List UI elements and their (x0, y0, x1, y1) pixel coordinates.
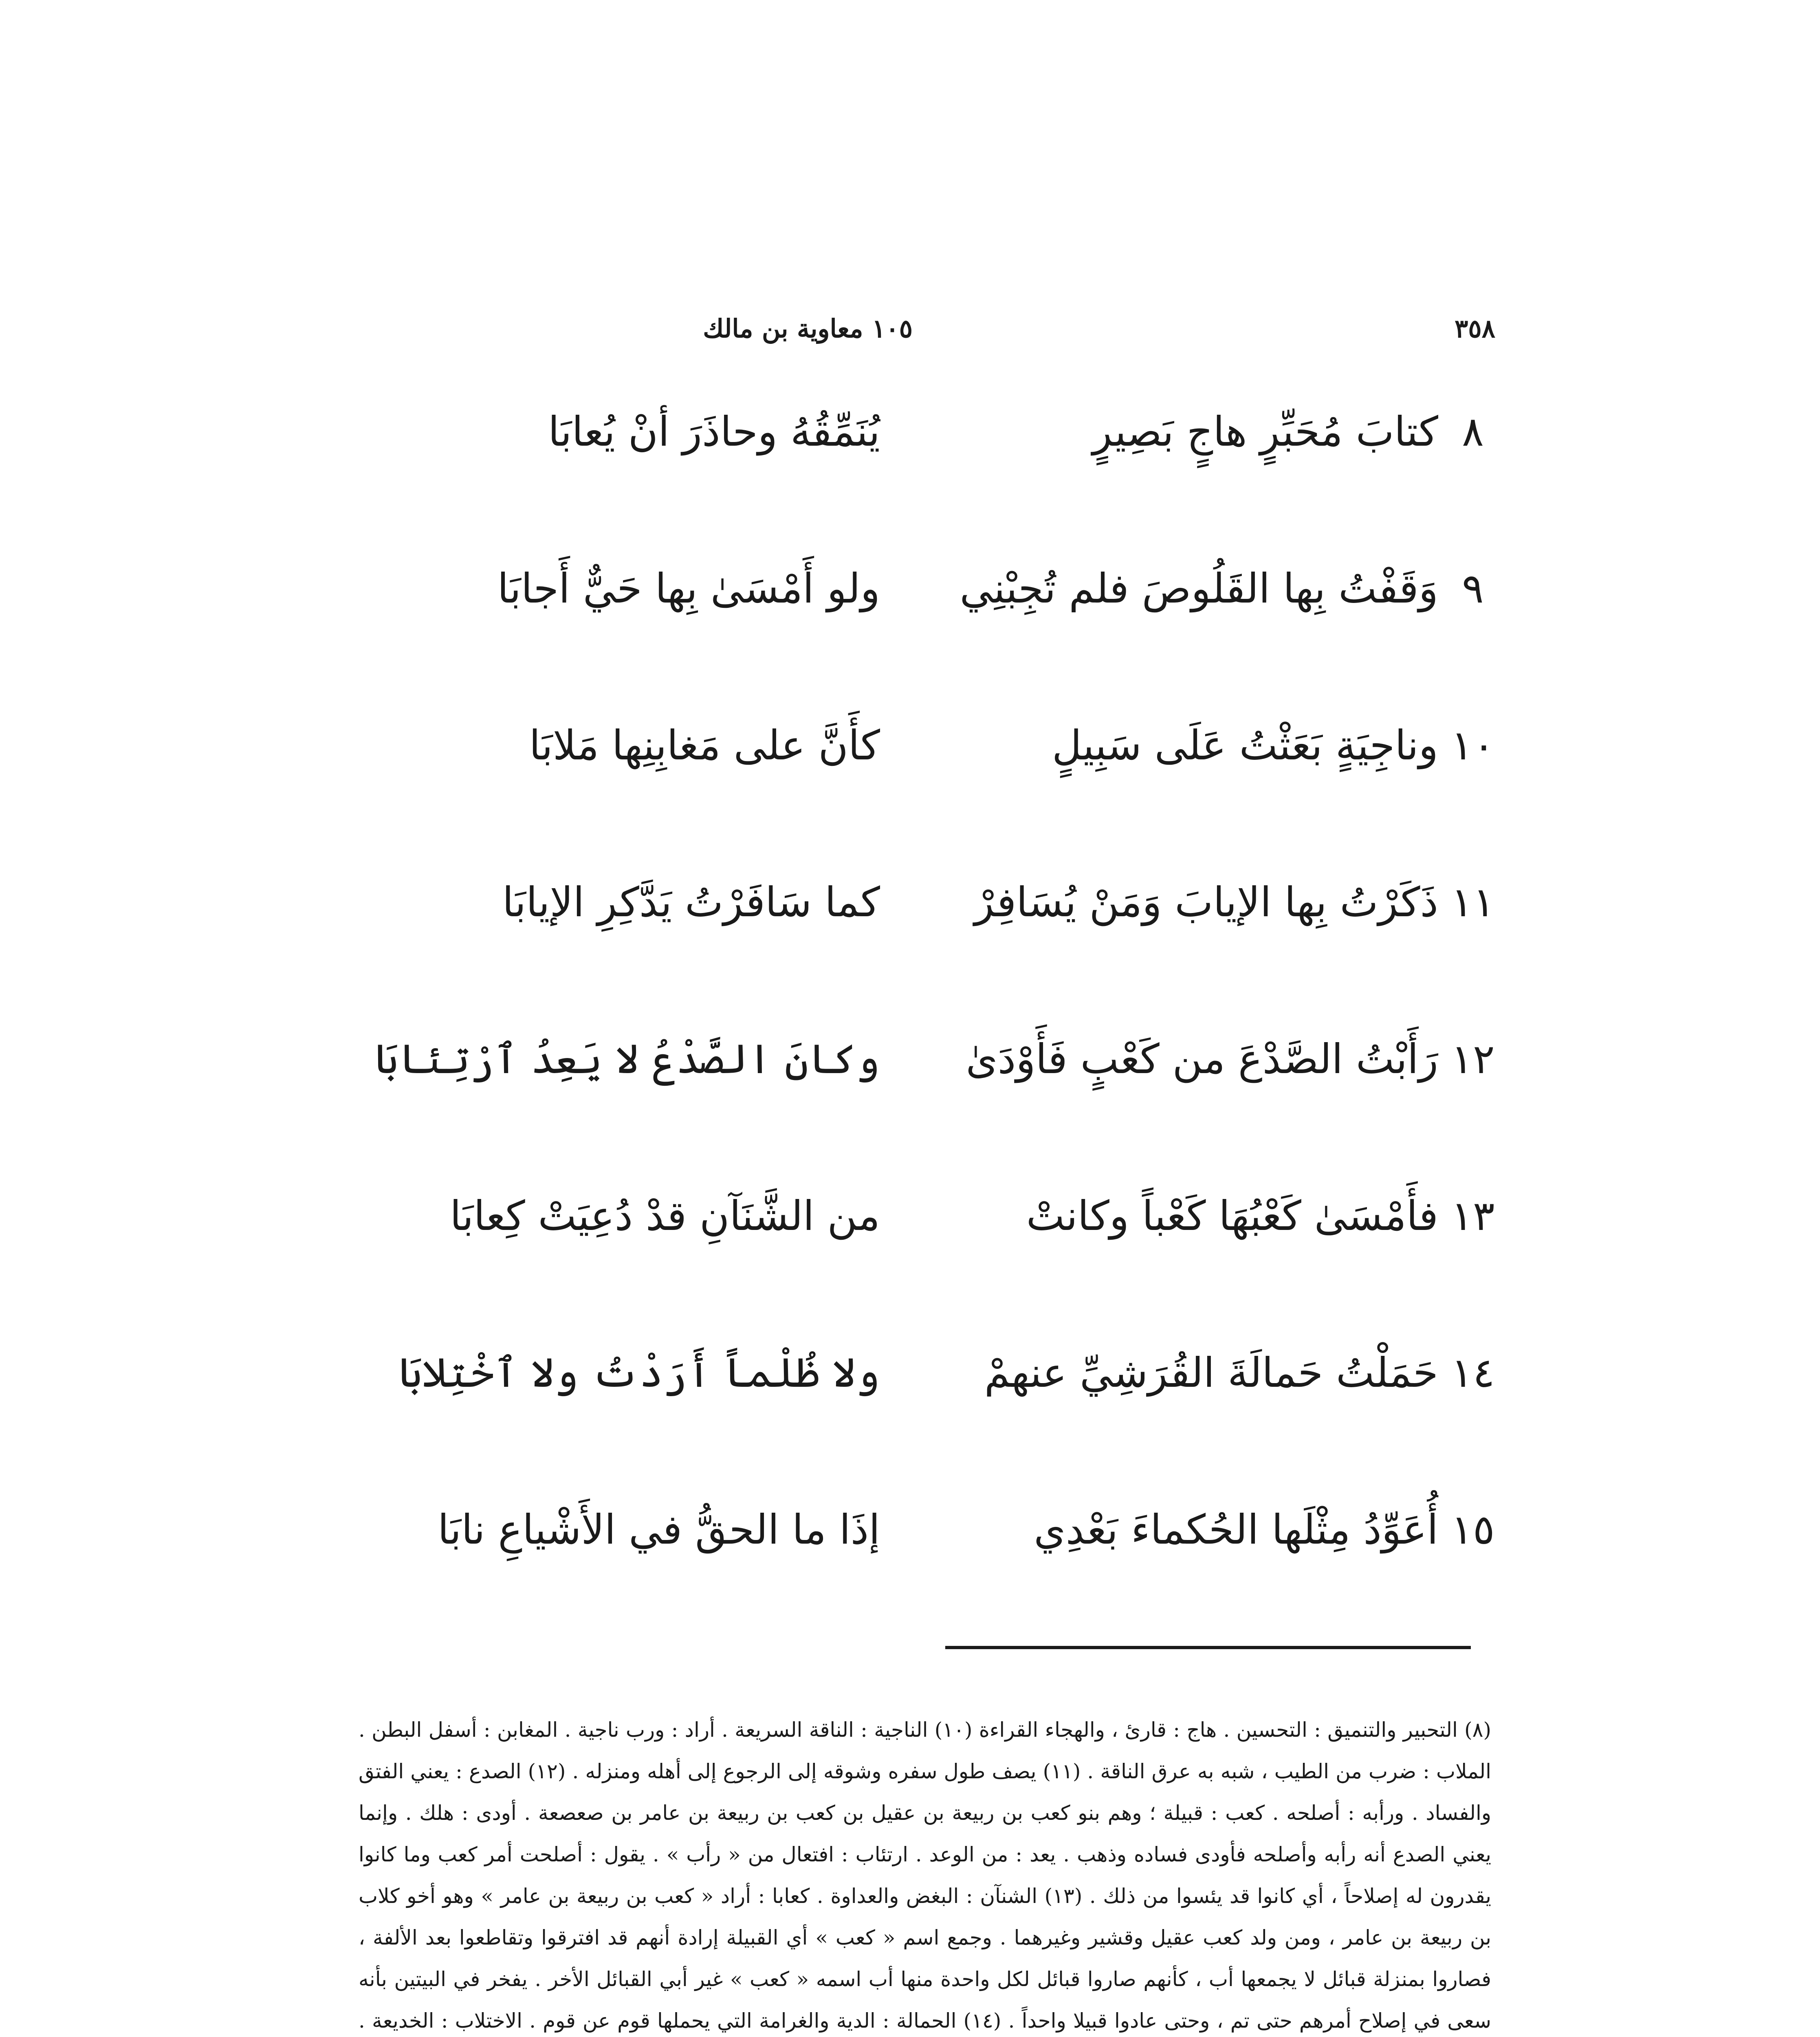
verse-second-hemistich: يُنَمِّقُهُ وحاذَرَ أنْ يُعابَا (548, 408, 880, 455)
page-header (367, 314, 1495, 359)
verse-second-hemistich: إذَا ما الحقُّ في الأَشْياعِ نابَا (438, 1506, 880, 1553)
verse-number: ١١ (1451, 878, 1495, 926)
verse-first-hemistich: وناجِيَةٍ بَعَثْتُ عَلَى سَبِيلٍ (1052, 722, 1438, 769)
verse-first-hemistich: كتابَ مُحَبِّرٍ هاجٍ بَصِيرٍ (1092, 408, 1438, 455)
verse (359, 1188, 1499, 1344)
verse (359, 717, 1499, 874)
running-title: ١٠٥ معاوية بن مالك (703, 314, 913, 343)
verse (359, 1031, 1499, 1188)
footnote-divider (945, 1646, 1471, 1649)
verse-number: ١٣ (1451, 1192, 1495, 1240)
verse-number: ١٥ (1451, 1506, 1495, 1553)
verse-first-hemistich: وَقَفْتُ بِها القَلُوصَ فلم تُجِبْنِي (960, 565, 1438, 612)
verse-second-hemistich: ولو أَمْسَىٰ بِها حَيٌّ أَجابَا (497, 565, 880, 612)
verse-second-hemistich: من الشَّنَآنِ قدْ دُعِيَتْ كِعابَا (450, 1192, 880, 1240)
verse-second-hemistich: ولا ظُلْماً أَرَدْتُ ولا ٱخْتِلابَا (398, 1349, 880, 1397)
verse (359, 1501, 1499, 1658)
verse-number: ٩ (1462, 565, 1484, 612)
verse-first-hemistich: حَمَلْتُ حَمالَةَ القُرَشِيِّ عنهمْ (984, 1349, 1438, 1397)
verse (359, 874, 1499, 1031)
verse-number: ٨ (1462, 408, 1484, 455)
verse-second-hemistich: كأَنَّ على مَغابِنِها مَلابَا (529, 722, 880, 769)
verse-first-hemistich: أُعَوِّدُ مِثْلَها الحُكماءَ بَعْدِي (1034, 1506, 1438, 1553)
verse (359, 1344, 1499, 1501)
footnotes (359, 1709, 1491, 2037)
verse-first-hemistich: ذَكَرْتُ بِها الإيابَ وَمَنْ يُسَافِرْ (974, 878, 1438, 926)
verse (359, 560, 1499, 717)
verse (359, 403, 1499, 560)
verse-second-hemistich: كما سَافَرْتُ يَدَّكِرِ الإيابَا (502, 878, 880, 926)
verse-first-hemistich: رَأَبْتُ الصَّدْعَ من كَعْبٍ فَأَوْدَىٰ (966, 1035, 1438, 1083)
footnote-text: (٨) التحبير والتنميق : التحسين . هاج : قارئ ، والهجاء القراءة (١٠) الناجية : الناقة السريعة . أراد : ورب ناجية . المغابن : أسفل البطن . الملاب : ضرب من الطيب ، شبه به عرق الناقة . (١١) يصف طول سفره وشوقه إلى الرجوع إلى أهله ومنزله . (١٢) الصدع : يعني الفتق والفساد . ورأبه : أصلحه . كعب : قبيلة ؛ وهم بنو كعب بن ربيعة بن عقيل بن كعب بن ربيعة بن عامر بن صعصعة . أودى : هلك . وإنما يعني الصدع أنه رأبه وأصلحه فأودى فساده وذهب . يعد : من الوعد . ارتئاب : افتعال من « رأب » . يقول : أصلحت أمر كعب وما كانوا يقدرون له إصلاحاً ، أي كانوا قد يئسوا من ذلك . (١٣) الشنآن : البغض والعداوة . كعابا : أراد « كعب بن ربيعة بن عامر » وهو أخو كلاب بن ربيعة بن عامر ، ومن ولد كعب عقيل وقشير وغيرهما . وجمع اسم « كعب » أي القبيلة إرادة أنهم قد افترقوا وتقاطعوا بعد الألفة ، فصاروا بمنزلة قبائل لا يجمعها أب ، كأنهم صاروا قبائل لكل واحدة منها أب اسمه « كعب » غير أبي القبائل الأخر . يفخر في البيتين بأنه سعى في إصلاح أمرهم حتى تم ، وحتى عادوا قبيلا واحداً . (١٤) الحمالة : الدية والغرامة التي يحملها قوم عن قوم . الاختلاب : الخديعة . (359, 1718, 1491, 2033)
page-number: ٣٥٨ (1455, 314, 1495, 343)
verse-number: ١٤ (1451, 1349, 1495, 1397)
poem (359, 403, 1499, 1658)
verse-number: ١٢ (1451, 1035, 1495, 1083)
verse-number: ١٠ (1451, 722, 1495, 769)
verse-first-hemistich: فأَمْسَىٰ كَعْبُهَا كَعْباً وكانتْ (1026, 1192, 1438, 1240)
verse-second-hemistich: وكانَ الصَّدْعُ لا يَعِدُ ٱرْتِئابَا (374, 1035, 880, 1083)
